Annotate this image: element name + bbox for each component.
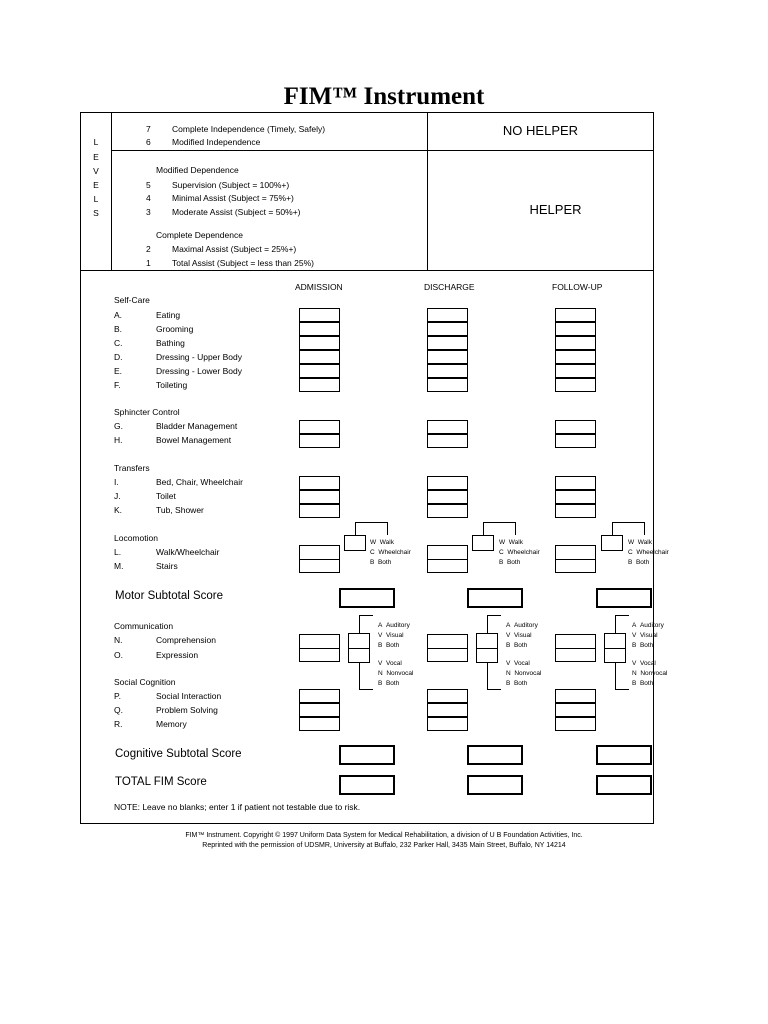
level-number: 5 [146, 180, 151, 190]
item-label: Toileting [156, 380, 188, 390]
mode-code: C [499, 549, 504, 556]
score-box[interactable] [299, 364, 340, 378]
score-box[interactable] [299, 336, 340, 350]
item-label: Memory [156, 719, 187, 729]
motor-subtotal-box[interactable] [467, 588, 523, 608]
score-box[interactable] [427, 689, 468, 703]
score-box[interactable] [427, 490, 468, 504]
item-letter: R. [114, 719, 123, 729]
score-box[interactable] [299, 308, 340, 322]
section-heading-locomotion: Locomotion [114, 533, 158, 543]
locomotion-score-box[interactable] [555, 545, 596, 573]
score-box[interactable] [555, 336, 596, 350]
score-box[interactable] [299, 322, 340, 336]
mode-option [632, 679, 653, 688]
total-fim-label: TOTAL FIM Score [115, 776, 207, 788]
item-label: Bathing [156, 338, 185, 348]
mode-label: Vocal [639, 660, 656, 667]
communication-score-box[interactable] [555, 634, 596, 662]
item-letter: I. [114, 477, 119, 487]
mode-code: B [632, 680, 637, 687]
mode-code: C [628, 549, 633, 556]
total-fim-box[interactable] [596, 775, 652, 795]
item-letter: G. [114, 421, 123, 431]
cognitive-subtotal-box[interactable] [467, 745, 523, 765]
score-box[interactable] [427, 378, 468, 392]
mode-option [628, 538, 652, 547]
no-helper-label: NO HELPER [502, 123, 579, 138]
mode-label: Auditory [639, 622, 664, 629]
item-letter: H. [114, 435, 123, 445]
mode-label: Wheelchair [507, 549, 540, 556]
bracket-line [612, 522, 644, 523]
mode-code: W [499, 539, 506, 546]
mode-code: W [370, 539, 377, 546]
mode-option [378, 641, 399, 650]
score-box[interactable] [555, 322, 596, 336]
score-box[interactable] [555, 703, 596, 717]
score-box[interactable] [427, 476, 468, 490]
bracket-line [483, 522, 484, 535]
permission-line: Reprinted with the permission of UDSMR, University at Buffalo, 232 Parker Hall, 3435 Main Street, Buffalo, NY 14214 [202, 842, 566, 849]
score-box[interactable] [555, 350, 596, 364]
total-fim-box[interactable] [339, 775, 395, 795]
section-heading-social-cognition: Social Cognition [114, 677, 176, 687]
section-heading-transfers: Transfers [114, 463, 150, 473]
bracket-line [487, 663, 488, 689]
levels-letter: V [93, 166, 99, 176]
score-box[interactable] [427, 504, 468, 518]
mode-option [632, 641, 653, 650]
score-box[interactable] [299, 350, 340, 364]
motor-subtotal-label: Motor Subtotal Score [115, 590, 224, 602]
mode-label: Nonvocal [514, 670, 542, 677]
mode-code: W [628, 539, 635, 546]
score-box[interactable] [555, 689, 596, 703]
bracket-line [644, 522, 645, 535]
levels-letter: L [93, 194, 99, 204]
item-label: Bed, Chair, Wheelchair [156, 477, 243, 487]
mode-option [499, 538, 523, 547]
mode-label: Both [385, 642, 400, 649]
item-letter: A. [114, 310, 123, 320]
score-box[interactable] [299, 504, 340, 518]
item-letter: O. [114, 650, 123, 660]
mode-label: Walk [637, 539, 652, 546]
mode-option [506, 641, 527, 650]
bracket-line [387, 522, 388, 535]
bracket-line [359, 615, 360, 633]
copyright-line: FIM™ Instrument. Copyright © 1997 Uniform Data System for Medical Rehabilitation, a division of U B Foundation Activities, Inc. [185, 832, 583, 839]
mode-label: Vocal [513, 660, 530, 667]
mode-code: A [632, 622, 637, 629]
item-letter: C. [114, 338, 123, 348]
score-box[interactable] [427, 434, 468, 448]
score-box[interactable] [427, 717, 468, 731]
item-label: Toilet [156, 491, 176, 501]
score-box[interactable] [555, 717, 596, 731]
mode-code: V [632, 632, 637, 639]
level-description: Maximal Assist (Subject = 25%+) [172, 244, 297, 254]
complete-dependence-heading: Complete Dependence [156, 230, 243, 240]
bracket-line [355, 522, 356, 535]
motor-subtotal-box[interactable] [339, 588, 395, 608]
mode-option [378, 631, 404, 640]
mode-code: V [506, 660, 511, 667]
mode-code: B [628, 559, 633, 566]
page-title: FIM™ Instrument [283, 83, 485, 110]
bracket-line [359, 689, 373, 690]
mode-label: Visual [513, 632, 532, 639]
communication-mode-box[interactable] [348, 633, 370, 663]
mode-label: Both [639, 680, 654, 687]
mode-option [378, 659, 402, 668]
score-box[interactable] [427, 308, 468, 322]
mode-option [499, 548, 540, 557]
score-box[interactable] [555, 504, 596, 518]
mode-code: B [506, 680, 511, 687]
mode-label: Nonvocal [640, 670, 668, 677]
mode-label: Both [639, 642, 654, 649]
item-letter: K. [114, 505, 123, 515]
column-header-admission: ADMISSION [295, 282, 343, 292]
level-number: 1 [146, 258, 151, 268]
level-description: Modified Independence [172, 137, 261, 147]
mode-option [632, 621, 664, 630]
score-box[interactable] [299, 378, 340, 392]
mode-option [506, 659, 530, 668]
levels-letter: E [93, 180, 99, 190]
item-letter: P. [114, 691, 121, 701]
mode-code: N [632, 670, 637, 677]
score-box[interactable] [427, 420, 468, 434]
mode-code: A [506, 622, 511, 629]
mode-label: Wheelchair [636, 549, 669, 556]
bracket-line [515, 522, 516, 535]
mode-code: V [378, 660, 383, 667]
item-label: Stairs [156, 561, 178, 571]
mode-option [632, 669, 667, 678]
section-heading-communication: Communication [114, 621, 174, 631]
mode-code: B [378, 680, 383, 687]
section-heading-self-care: Self-Care [114, 295, 150, 305]
item-label: Eating [156, 310, 181, 320]
mode-code: V [632, 660, 637, 667]
item-label: Problem Solving [156, 705, 218, 715]
mode-option [632, 631, 658, 640]
levels-letter: L [93, 137, 99, 147]
item-letter: N. [114, 635, 123, 645]
item-label: Dressing - Lower Body [156, 366, 242, 376]
mode-option [506, 669, 541, 678]
item-label: Grooming [156, 324, 194, 334]
bracket-line [359, 615, 373, 616]
bracket-line [487, 689, 501, 690]
mode-option [378, 679, 399, 688]
cognitive-subtotal-box[interactable] [339, 745, 395, 765]
note-text: NOTE: Leave no blanks; enter 1 if patient not testable due to risk. [114, 802, 361, 812]
score-box[interactable] [299, 476, 340, 490]
item-label: Social Interaction [156, 691, 222, 701]
communication-mode-box[interactable] [604, 633, 626, 663]
item-letter: F. [114, 380, 121, 390]
mode-option [628, 548, 669, 557]
communication-score-box[interactable] [299, 634, 340, 662]
mode-code: V [378, 632, 383, 639]
score-box[interactable] [427, 703, 468, 717]
mode-code: V [506, 632, 511, 639]
item-label: Walk/Wheelchair [156, 547, 220, 557]
score-box[interactable] [299, 490, 340, 504]
level-number: 2 [146, 244, 151, 254]
mode-option [370, 548, 411, 557]
bracket-line [483, 522, 515, 523]
divider [111, 112, 112, 270]
bracket-line [487, 615, 488, 633]
level-number: 6 [146, 137, 151, 147]
mode-label: Visual [639, 632, 658, 639]
mode-code: C [370, 549, 375, 556]
mode-option [378, 621, 410, 630]
cognitive-subtotal-label: Cognitive Subtotal Score [115, 748, 242, 760]
mode-label: Both [377, 559, 392, 566]
mode-code: B [499, 559, 504, 566]
mode-option [506, 679, 527, 688]
locomotion-score-box[interactable] [427, 545, 468, 573]
modified-dependence-heading: Modified Dependence [156, 165, 239, 175]
bracket-line [615, 615, 616, 633]
score-box[interactable] [555, 420, 596, 434]
mode-code: B [378, 642, 383, 649]
mode-option [370, 538, 394, 547]
item-label: Tub, Shower [156, 505, 204, 515]
total-fim-box[interactable] [467, 775, 523, 795]
score-box[interactable] [555, 434, 596, 448]
item-label: Dressing - Upper Body [156, 352, 242, 362]
item-letter: M. [114, 561, 124, 571]
level-description: Moderate Assist (Subject = 50%+) [172, 207, 301, 217]
item-label: Expression [156, 650, 199, 660]
section-heading-sphincter: Sphincter Control [114, 407, 180, 417]
item-letter: E. [114, 366, 123, 376]
score-box[interactable] [299, 420, 340, 434]
score-box[interactable] [427, 336, 468, 350]
bracket-line [615, 689, 629, 690]
score-box[interactable] [555, 378, 596, 392]
bracket-line [359, 663, 360, 689]
mode-label: Walk [379, 539, 394, 546]
score-box[interactable] [555, 490, 596, 504]
score-box[interactable] [555, 476, 596, 490]
item-label: Bladder Management [156, 421, 238, 431]
bracket-line [615, 663, 616, 689]
score-box[interactable] [299, 434, 340, 448]
locomotion-mode-box[interactable] [601, 535, 623, 551]
item-letter: Q. [114, 705, 123, 715]
mode-code: B [506, 642, 511, 649]
score-box[interactable] [427, 350, 468, 364]
mode-code: B [632, 642, 637, 649]
motor-subtotal-box[interactable] [596, 588, 652, 608]
mode-code: N [378, 670, 383, 677]
score-box[interactable] [299, 689, 340, 703]
mode-label: Walk [508, 539, 523, 546]
column-header-discharge: DISCHARGE [424, 282, 475, 292]
mode-label: Both [506, 559, 521, 566]
level-description: Minimal Assist (Subject = 75%+) [172, 193, 294, 203]
item-letter: D. [114, 352, 123, 362]
mode-label: Nonvocal [386, 670, 414, 677]
item-letter: J. [114, 491, 121, 501]
mode-option [506, 631, 532, 640]
locomotion-mode-box[interactable] [472, 535, 494, 551]
levels-letter: S [93, 208, 99, 218]
level-description: Complete Independence (Timely, Safely) [172, 124, 326, 134]
score-box[interactable] [427, 322, 468, 336]
mode-label: Both [513, 680, 528, 687]
column-header-followup: FOLLOW-UP [552, 282, 603, 292]
level-description: Total Assist (Subject = less than 25%) [172, 258, 314, 268]
bracket-line [615, 615, 629, 616]
item-letter: L. [114, 547, 122, 557]
mode-code: B [370, 559, 375, 566]
mode-option [506, 621, 538, 630]
bracket-line [612, 522, 613, 535]
mode-label: Both [385, 680, 400, 687]
divider [111, 150, 654, 151]
levels-letter: E [93, 152, 99, 162]
mode-label: Wheelchair [378, 549, 411, 556]
mode-label: Visual [385, 632, 404, 639]
mode-label: Auditory [513, 622, 538, 629]
locomotion-score-box[interactable] [299, 545, 340, 573]
mode-code: N [506, 670, 511, 677]
item-label: Bowel Management [156, 435, 232, 445]
level-description: Supervision (Subject = 100%+) [172, 180, 290, 190]
bracket-line [487, 615, 501, 616]
level-number: 4 [146, 193, 151, 203]
mode-code: A [378, 622, 383, 629]
mode-option [499, 558, 520, 567]
item-label: Comprehension [156, 635, 217, 645]
mode-option [628, 558, 649, 567]
divider [80, 270, 654, 271]
helper-label: HELPER [529, 202, 582, 217]
item-letter: B. [114, 324, 123, 334]
mode-label: Auditory [385, 622, 410, 629]
communication-score-box[interactable] [427, 634, 468, 662]
mode-label: Both [513, 642, 528, 649]
score-box[interactable] [555, 308, 596, 322]
score-box[interactable] [555, 364, 596, 378]
bracket-line [355, 522, 387, 523]
score-box[interactable] [427, 364, 468, 378]
mode-label: Vocal [385, 660, 402, 667]
level-number: 3 [146, 207, 151, 217]
locomotion-mode-box[interactable] [344, 535, 366, 551]
mode-label: Both [635, 559, 650, 566]
mode-option [370, 558, 391, 567]
mode-option [632, 659, 656, 668]
score-box[interactable] [299, 717, 340, 731]
level-number: 7 [146, 124, 151, 134]
mode-option [378, 669, 413, 678]
communication-mode-box[interactable] [476, 633, 498, 663]
cognitive-subtotal-box[interactable] [596, 745, 652, 765]
score-box[interactable] [299, 703, 340, 717]
